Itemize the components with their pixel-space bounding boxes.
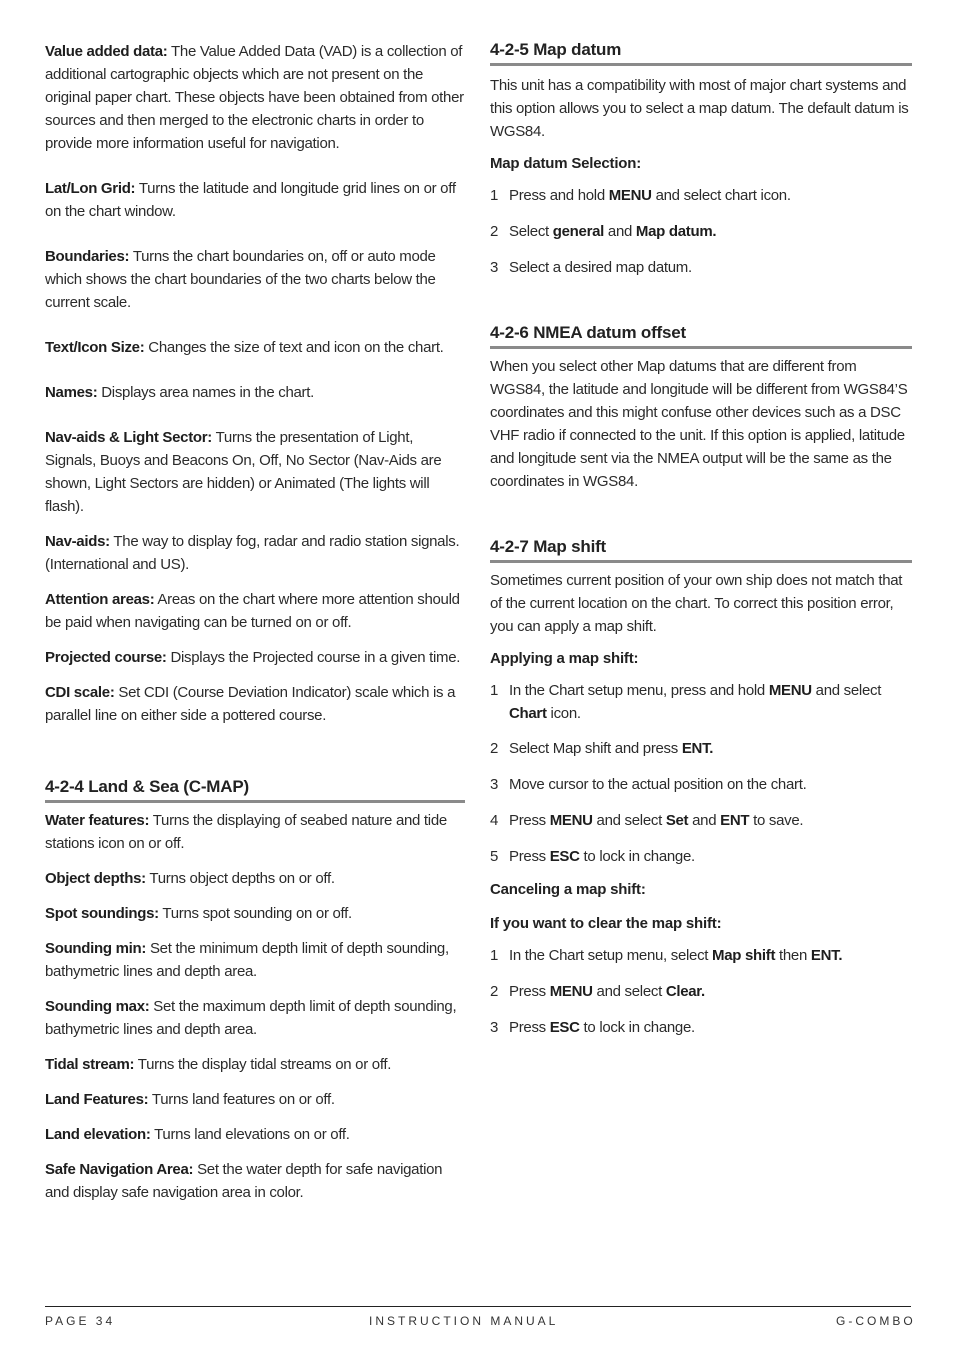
land-sea-heading: 4-2-4 Land & Sea (C-MAP)	[45, 777, 465, 803]
item-safe-navigation-area: Safe Navigation Area: Set the water depth for safe navigation and display safe navigation area in color.	[45, 1161, 443, 1201]
item-names: Names: Displays area names in the chart.	[45, 384, 314, 401]
map-shift-step: 2 Select Map shift and press ENT.	[490, 740, 714, 757]
right-column	[490, 40, 912, 1039]
map-datum-step: 2 Select general and Map datum.	[490, 223, 717, 240]
map-shift-step: 5 Press ESC to lock in change.	[490, 848, 695, 865]
item-text-icon-size: Text/Icon Size: Changes the size of text and icon on the chart.	[45, 339, 444, 356]
item-lat-lon-grid: Lat/Lon Grid: Turns the latitude and longitude grid lines on or off on the chart window.	[45, 180, 456, 220]
item-value-added-data: Value added data: The Value Added Data (VAD) is a collection of additional cartographic objects which are not present on the original paper chart. These objects have been obtained from other sources and then merged to the electronic charts in order to provide more information useful for navigation.	[45, 43, 464, 152]
footer-product-name: G-COMBO	[836, 1314, 916, 1328]
item-projected-course: Projected course: Displays the Projected course in a given time.	[45, 649, 461, 666]
item-tidal-stream: Tidal stream: Turns the display tidal streams on or off.	[45, 1056, 392, 1073]
item-boundaries: Boundaries: Turns the chart boundaries on, off or auto mode which shows the chart boundaries of the two charts below the current scale.	[45, 248, 436, 311]
item-sounding-min: Sounding min: Set the minimum depth limit of depth sounding, bathymetric lines and depth area.	[45, 940, 449, 980]
map-datum-selection-subheading: Map datum Selection:	[490, 155, 642, 172]
map-datum-step: 1 Press and hold MENU and select chart icon.	[490, 187, 791, 204]
map-datum-heading: 4-2-5 Map datum	[490, 40, 912, 66]
item-water-features: Water features: Turns the displaying of seabed nature and tide stations icon on or off.	[45, 812, 447, 852]
item-nav-aids-light-sector: Nav-aids & Light Sector: Turns the presentation of Light, Signals, Buoys and Beacons On, Off, No Sector (Nav-Aids are shown, Light Sectors are hidden) or Animated (The lights will flash).	[45, 429, 442, 515]
item-attention-areas: Attention areas: Areas on the chart where more attention should be paid when navigating can be turned on or off.	[45, 591, 460, 631]
item-sounding-max: Sounding max: Set the maximum depth limit of depth sounding, bathymetric lines and depth area.	[45, 998, 457, 1038]
clear-map-shift-subheading: If you want to clear the map shift:	[490, 915, 722, 932]
item-nav-aids: Nav-aids: The way to display fog, radar and radio station signals. (International and US).	[45, 533, 460, 573]
clear-shift-step: 1 In the Chart setup menu, select Map shift then ENT.	[490, 947, 843, 964]
map-shift-intro: Sometimes current position of your own ship does not match that of the current location on the chart. To correct this position error, you can apply a map shift.	[490, 572, 903, 635]
item-object-depths: Object depths: Turns object depths on or off.	[45, 870, 335, 887]
applying-map-shift-subheading: Applying a map shift:	[490, 650, 639, 667]
footer-divider	[45, 1306, 911, 1307]
map-shift-step: 3 Move cursor to the actual position on the chart.	[490, 776, 807, 793]
nmea-heading: 4-2-6 NMEA datum offset	[490, 323, 912, 349]
map-shift-heading: 4-2-7 Map shift	[490, 537, 912, 563]
map-shift-step: 1 In the Chart setup menu, press and hold MENU and select Chart icon.	[490, 682, 882, 722]
map-datum-step: 3 Select a desired map datum.	[490, 259, 692, 276]
left-column	[45, 40, 465, 1204]
footer-page-number: PAGE 34	[45, 1314, 116, 1328]
nmea-body: When you select other Map datums that are different from WGS84, the latitude and longitude will be different from WGS84’S coordinates and this might confuse other devices such as a DSC VHF radio if connected to the unit. If this option is applied, latitude and longitude sent via the NMEA output will be the same as the coordinates in WGS84.	[490, 358, 908, 490]
item-land-features: Land Features: Turns land features on or off.	[45, 1091, 335, 1108]
map-shift-step: 4 Press MENU and select Set and ENT to save.	[490, 812, 804, 829]
clear-shift-step: 2 Press MENU and select Clear.	[490, 983, 705, 1000]
item-cdi-scale: CDI scale: Set CDI (Course Deviation Indicator) scale which is a parallel line on either side a pottered course.	[45, 684, 456, 724]
map-datum-intro: This unit has a compatibility with most of major chart systems and this option allows you to select a map datum. The default datum is WGS84.	[490, 77, 909, 140]
canceling-map-shift-subheading: Canceling a map shift:	[490, 881, 646, 898]
item-spot-soundings: Spot soundings: Turns spot sounding on or off.	[45, 905, 352, 922]
clear-shift-step: 3 Press ESC to lock in change.	[490, 1019, 695, 1036]
item-land-elevation: Land elevation: Turns land elevations on or off.	[45, 1126, 350, 1143]
footer-manual-title: INSTRUCTION MANUAL	[369, 1314, 559, 1328]
